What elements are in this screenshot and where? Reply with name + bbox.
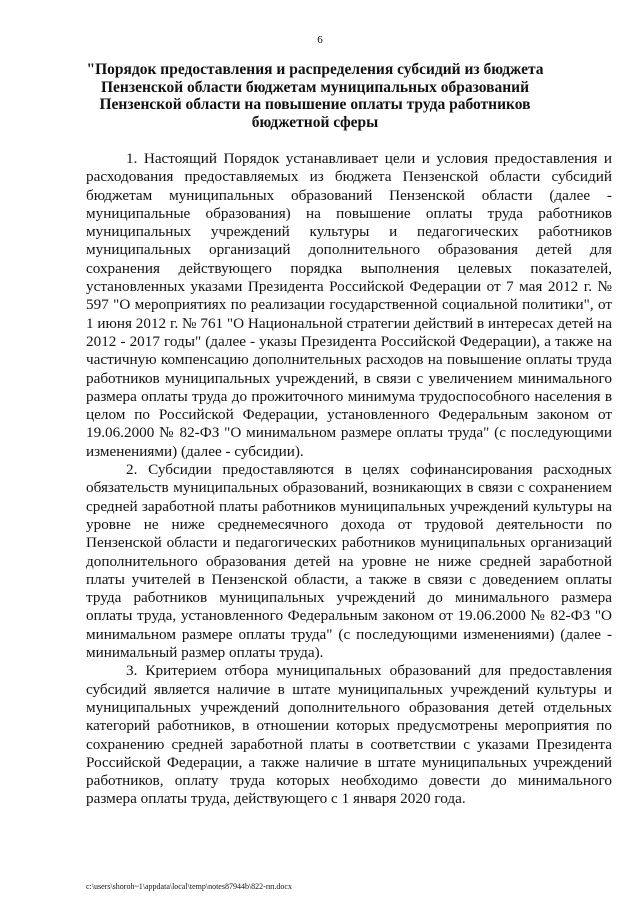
page-number: 6: [317, 34, 323, 46]
footer-file-path: c:\users\shoroh~1\appdata\local\temp\notes87944b\822-пп.docx: [86, 882, 292, 891]
document-title: "Порядок предоставления и распределения субсидий из бюджета Пензенской области бюджетам муниципальных образований Пензенской области на повышение оплаты труда работников бюджетной сферы: [86, 61, 544, 131]
paragraph-2: 2. Субсидии предоставляются в целях софинансирования расходных обязательств муниципальных образований, возникающих в связи с сохранением средней заработной платы работников муниципальных учреждений культуры на уровне не ниже среднемесячного дохода от трудовой деятельности по Пензенской области и педагогических работников муниципальных организаций дополнительного образования детей на уровне не ниже средней заработной платы учителей в Пензенской области, а также в связи с доведением оплаты труда работников муниципальных учреждений до минимального размера оплаты труда, установленного Федеральным законом от 19.06.2000 № 82-ФЗ "О минимальном размере оплаты труда" (с последующими изменениями) (далее - минимальный размер оплаты труда).: [86, 461, 612, 662]
document-body: [86, 150, 612, 809]
paragraph-3: 3. Критерием отбора муниципальных образований для предоставления субсидий является наличие в штате муниципальных учреждений культуры и муниципальных учреждений дополнительного образования детей отдельных категорий работников, в отношении которых предусмотрены мероприятия по сохранению средней заработной платы в соответствии с указами Президента Российской Федерации, а также наличие в штате муниципальных учреждений работников, оплату труда которых необходимо довести до минимального размера оплаты труда, действующего с 1 января 2020 года.: [86, 662, 612, 808]
paragraph-1: 1. Настоящий Порядок устанавливает цели и условия предоставления и расходования предоставляемых из бюджета Пензенской области субсидий бюджетам муниципальных образований Пензенской области (далее - муниципальные образования) на повышение оплаты труда работников муниципальных учреждений культуры и педагогических работников муниципальных организаций дополнительного образования детей для сохранения действующего порядка выполнения целевых показателей, установленных указами Президента Российской Федерации от 7 мая 2012 г. № 597 "О мероприятиях по реализации государственной социальной политики", от 1 июня 2012 г. № 761 "О Национальной стратегии действий в интересах детей на 2012 - 2017 годы" (далее - указы Президента Российской Федерации), а также на частичную компенсацию дополнительных расходов на повышение оплаты труда работников муниципальных учреждений, в связи с увеличением минимального размера оплаты труда до прожиточного минимума трудоспособного населения в целом по Российской Федерации, установленного Федеральным законом от 19.06.2000 № 82-ФЗ "О минимальном размере оплаты труда" (с последующими изменениями) (далее - субсидии).: [86, 150, 612, 460]
